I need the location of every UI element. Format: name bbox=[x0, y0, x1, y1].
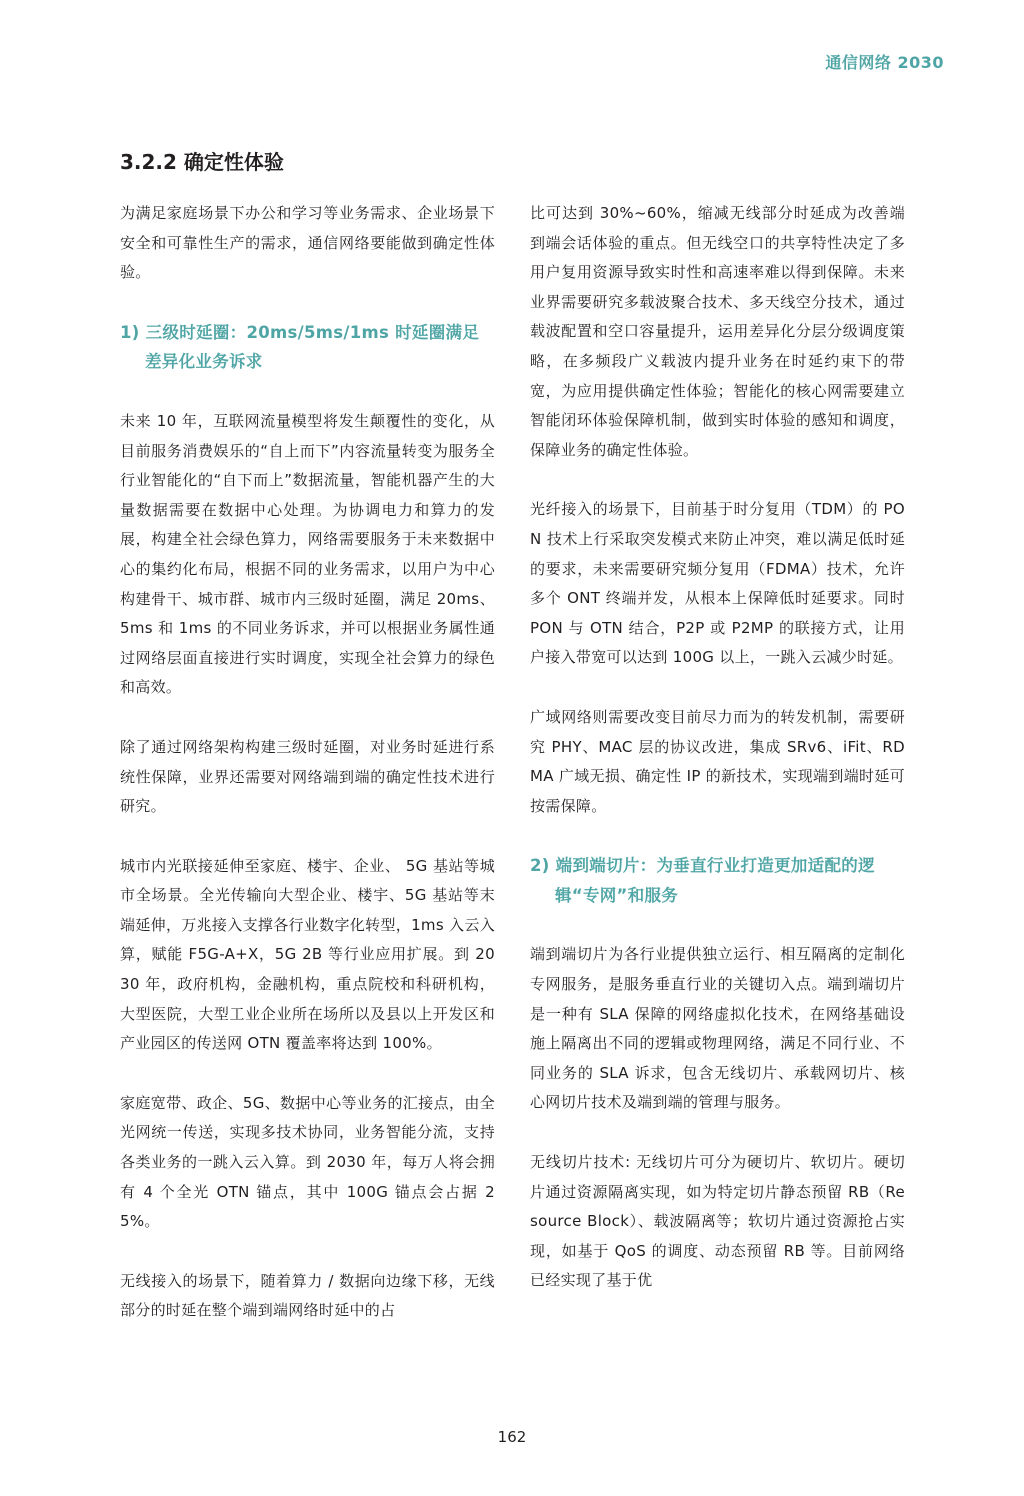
paragraph: 无线接入的场景下，随着算力 / 数据向边缘下移，无线部分的时延在整个端到端网络时延中的占 bbox=[120, 1271, 495, 1320]
running-header-title: 通信网络 2030 bbox=[825, 53, 944, 72]
right-column bbox=[530, 199, 905, 1326]
paragraph: 无线切片技术: 无线切片可分为硬切片、软切片。硬切片通过资源隔离实现，如为特定切片静态预留 RB（Resource Block）、载波隔离等；软切片通过资源抢占实现，如基于 QoS 的调度、动态预留 RB 等。目前网络已经实现了基于优 bbox=[530, 1153, 905, 1290]
paragraph: 端到端切片为各行业提供独立运行、相互隔离的定制化专网服务，是服务垂直行业的关键切入点。端到端切片是一种有 SLA 保障的网络虚拟化技术，在网络基础设施上隔离出不同的逻辑或物理网络，满足不同行业、不同业务的 SLA 诉求，包含无线切片、承载网切片、核心网切片技术及端到端的管理与服务。 bbox=[530, 945, 905, 1112]
paragraph: 广域网络则需要改变目前尽力而为的转发机制，需要研究 PHY、MAC 层的协议改进，集成 SRv6、iFit、RDMA 广域无损、确定性 IP 的新技术，实现端到端时延可按需保障。 bbox=[530, 707, 905, 815]
section-heading: 3.2.2 确定性体验 bbox=[120, 150, 284, 174]
subsection-heading: 1) 三级时延圈：20ms/5ms/1ms 时延圈满足差异化业务诉求 bbox=[120, 322, 480, 372]
paragraph: 光纤接入的场景下，目前基于时分复用（TDM）的 PON 技术上行采取突发模式来防止冲突，难以满足低时延的要求，未来需要研究频分复用（FDMA）技术，允许多个 ONT 终端并发，从根本上保障低时延要求。同时 PON 与 OTN 结合，P2P 或 P2MP 的联接方式，让用户接入带宽可以达到 100G 以上，一跳入云减少时延。 bbox=[530, 500, 905, 667]
paragraph: 除了通过网络架构构建三级时延圈，对业务时延进行系统性保障，业界还需要对网络端到端的确定性技术进行研究。 bbox=[120, 737, 495, 816]
left-column bbox=[120, 199, 495, 1356]
paragraph: 城市内光联接延伸至家庭、楼宇、企业、 5G 基站等城市全场景。全光传输向大型企业、楼宇、5G 基站等末端延伸，万兆接入支撑各行业数字化转型，1ms 入云入算，赋能 F5G-A+X，5G 2B 等行业应用扩展。到 2030 年，政府机构，金融机构，重点院校和科研机构，大型医院，大型工业企业所在场所以及县以上开发区和产业园区的传送网 OTN 覆盖率将达到 100%。 bbox=[120, 856, 495, 1053]
page-number: 162 bbox=[497, 1428, 527, 1446]
paragraph: 未来 10 年，互联网流量模型将发生颠覆性的变化，从目前服务消费娱乐的“自上而下”内容流量转变为服务全行业智能化的“自下而上”数据流量，智能机器产生的大量数据需要在数据中心处理。为协调电力和算力的发展，构建全社会绿色算力，网络需要服务于未来数据中心的集约化布局，根据不同的业务需求，以用户为中心构建骨干、城市群、城市内三级时延圈，满足 20ms、5ms 和 1ms 的不同业务诉求，并可以根据业务属性通过网络层面直接进行实时调度，实现全社会算力的绿色和高效。 bbox=[120, 411, 495, 697]
paragraph: 家庭宽带、政企、5G、数据中心等业务的汇接点，由全光网统一传送，实现多技术协同，业务智能分流，支持各类业务的一跳入云入算。到 2030 年，每万人将会拥有 4 个全光 OTN 锚点，其中 100G 锚点会占据 25%。 bbox=[120, 1093, 495, 1231]
paragraph: 比可达到 30%~60%，缩减无线部分时延成为改善端到端会话体验的重点。但无线空口的共享特性决定了多用户复用资源导致实时性和高速率难以得到保障。未来业界需要研究多载波聚合技术、多天线空分技术，通过载波配置和空口容量提升，运用差异化分层分级调度策略，在多频段广义载波内提升业务在时延约束下的带宽，为应用提供确定性体验；智能化的核心网需要建立智能闭环体验保障机制，做到实时体验的感知和调度，保障业务的确定性体验。 bbox=[530, 204, 905, 459]
subsection-heading: 2) 端到端切片：为垂直行业打造更加适配的逻辑“专网”和服务 bbox=[530, 856, 875, 905]
paragraph: 为满足家庭场景下办公和学习等业务需求、企业场景下安全和可靠性生产的需求，通信网络要能做到确定性体验。 bbox=[120, 204, 495, 282]
